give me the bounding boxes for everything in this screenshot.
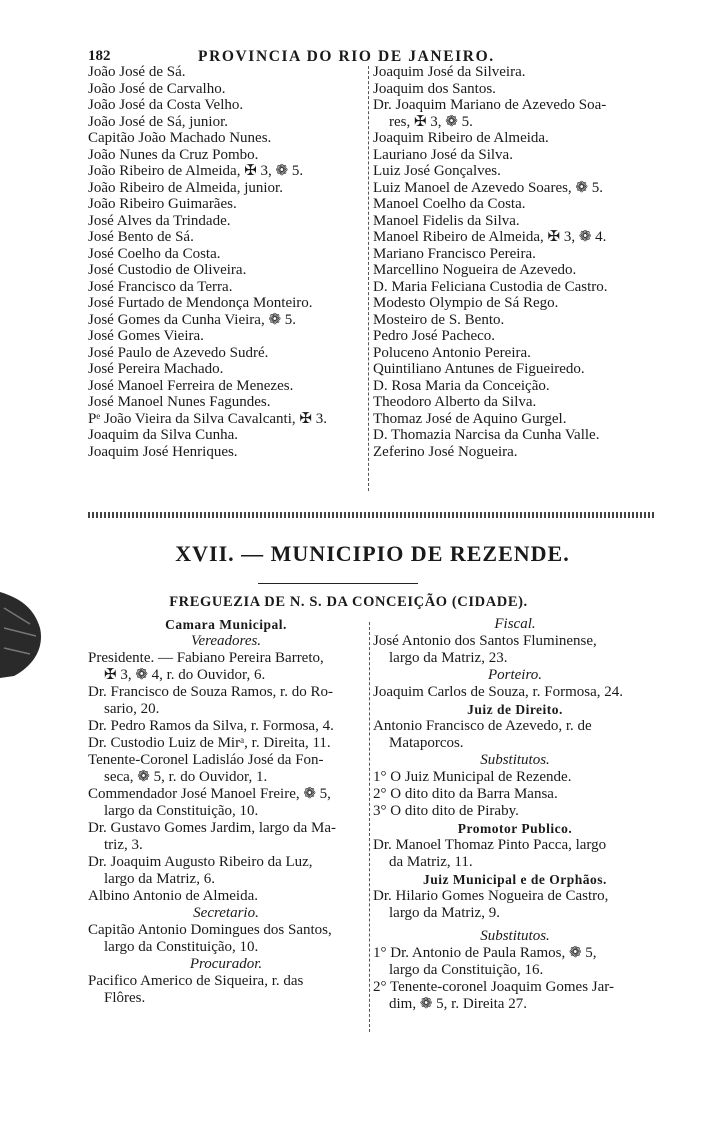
entry-text: Dr. Custodio Luiz de Mirᵃ, r. Direita, 11. <box>88 735 331 751</box>
list-item <box>88 888 364 905</box>
entry-text: Fiscal. <box>494 616 536 632</box>
list-item <box>373 769 657 786</box>
entry-text: João Nunes da Cruz Pombo. <box>88 146 259 163</box>
entry-text: José Gomes Vieira. <box>88 328 204 344</box>
entry-text: Pedro José Pacheco. <box>373 328 496 344</box>
entry-text: Juiz de Direito. <box>467 702 563 717</box>
entry-text: João José da Costa Velho. <box>88 97 244 113</box>
entry-text: D. Rosa Maria da Conceição. <box>373 377 550 394</box>
entry-text: Lauriano José da Silva. <box>373 146 513 163</box>
list-item <box>88 411 364 428</box>
list-item <box>373 411 657 428</box>
entry-text: Procurador. <box>189 956 263 972</box>
entry-text: Albino Antonio de Almeida. <box>88 888 258 904</box>
list-item <box>88 378 364 395</box>
entry-text: Manoel Coelho da Costa. <box>373 196 526 212</box>
entry-text: José Pereira Machado. <box>88 361 224 377</box>
list-item <box>373 64 657 81</box>
entry-continuation: Flôres. <box>104 990 146 1006</box>
list-item <box>88 650 364 684</box>
entry-text: Marcellino Nogueira de Azevedo. <box>373 262 577 278</box>
entry-text: João José de Sá, junior. <box>88 113 228 130</box>
list-item <box>373 633 657 667</box>
list-item <box>88 246 364 263</box>
entry-text: Camara Municipal. <box>165 617 287 632</box>
entry-text: Manoel Ribeiro de Almeida, ✠ 3, ❁ 4. <box>373 229 607 245</box>
list-item <box>88 752 364 786</box>
running-title: PROVINCIA DO RIO DE JANEIRO. <box>198 48 495 65</box>
list-item <box>373 262 657 279</box>
entry-text: Poluceno Antonio Pereira. <box>373 344 531 361</box>
entry-text: João José de Carvalho. <box>88 80 226 97</box>
list-item <box>88 180 364 197</box>
top-right-column <box>373 64 657 460</box>
list-item <box>88 786 364 820</box>
ornamental-divider <box>88 512 656 518</box>
list-item <box>88 735 364 752</box>
list-item <box>88 718 364 735</box>
entry-text: Juiz Municipal e de Orphãos. <box>423 872 607 887</box>
entry-text: Porteiro. <box>487 667 543 683</box>
list-item <box>373 279 657 296</box>
page-number: 182 <box>88 48 111 64</box>
entry-text: Commendador José Manoel Freire, ❁ 5, <box>88 786 331 802</box>
entry-text: 1° O Juiz Municipal de Rezende. <box>373 769 572 785</box>
list-item <box>88 114 364 131</box>
list-item <box>373 147 657 164</box>
entry-text: Promotor Publico. <box>457 821 573 836</box>
entry-text: Dr. Francisco de Souza Ramos, r. do Ro- <box>88 684 333 700</box>
list-item <box>88 922 364 956</box>
list-item <box>88 427 364 444</box>
section-heading <box>88 616 364 633</box>
entry-text: Luiz Manoel de Azevedo Soares, ❁ 5. <box>373 179 604 196</box>
entry-text: José Antonio dos Santos Fluminense, <box>373 633 597 649</box>
entry-text: 2° Tenente-coronel Joaquim Gomes Jar- <box>373 979 614 995</box>
list-item <box>373 180 657 197</box>
entry-continuation: dim, ❁ 5, r. Direita 27. <box>389 996 527 1012</box>
column-divider <box>368 66 369 491</box>
entry-text: José Furtado de Mendonça Monteiro. <box>88 295 313 311</box>
entry-text: D. Maria Feliciana Custodia de Castro. <box>373 278 608 295</box>
entry-continuation: largo da Matriz, 23. <box>389 650 508 666</box>
entry-continuation: largo da Constituição, 16. <box>389 962 544 978</box>
entry-text: José Paulo de Azevedo Sudré. <box>88 344 269 361</box>
list-item <box>373 444 657 461</box>
entry-continuation: da Matriz, 11. <box>389 854 473 870</box>
entry-text: Dr. Joaquim Mariano de Azevedo Soa- <box>373 97 607 113</box>
entry-text: Joaquim José Henriques. <box>88 443 238 460</box>
list-item <box>88 328 364 345</box>
list-item <box>88 97 364 114</box>
role-heading <box>88 956 364 973</box>
list-item <box>88 312 364 329</box>
list-item <box>373 684 657 701</box>
section-heading <box>373 701 657 718</box>
entry-text: Capitão Antonio Domingues dos Santos, <box>88 922 332 938</box>
list-item <box>373 837 657 871</box>
parish-subtitle: FREGUEZIA DE N. S. DA CONCEIÇÃO (CIDADE). <box>169 594 528 610</box>
role-heading <box>373 928 657 945</box>
entry-continuation: Mataporcos. <box>389 735 464 751</box>
entry-text: Vereadores. <box>190 633 262 649</box>
list-item <box>88 295 364 312</box>
entry-text: Pacifico Americo de Siqueira, r. das <box>88 973 304 989</box>
top-left-column <box>88 64 364 460</box>
entry-text: Dr. Pedro Ramos da Silva, r. Formosa, 4. <box>88 718 334 734</box>
entry-text: José Gomes da Cunha Vieira, ❁ 5. <box>88 311 297 328</box>
list-item <box>88 684 364 718</box>
entry-continuation: triz, 3. <box>104 837 143 853</box>
list-item <box>373 229 657 246</box>
list-item <box>88 196 364 213</box>
entry-text: José Bento de Sá. <box>88 229 194 245</box>
list-item <box>373 328 657 345</box>
list-item <box>88 130 364 147</box>
section-heading <box>373 871 657 888</box>
entry-text: 1° Dr. Antonio de Paula Ramos, ❁ 5, <box>373 945 597 961</box>
list-item <box>373 786 657 803</box>
role-heading <box>88 905 364 922</box>
entry-text: José Manoel Ferreira de Menezes. <box>88 377 294 394</box>
entry-text: José Custodio de Oliveira. <box>88 262 247 278</box>
entry-text: Luiz José Gonçalves. <box>373 163 501 179</box>
list-item <box>88 229 364 246</box>
list-item <box>88 361 364 378</box>
entry-continuation: sario, 20. <box>104 701 160 717</box>
entry-text: João Ribeiro de Almeida, junior. <box>88 179 283 196</box>
entry-text: José Francisco da Terra. <box>88 278 233 295</box>
entry-text: Presidente. — Fabiano Pereira Barreto, <box>88 650 324 666</box>
role-heading <box>373 752 657 769</box>
entry-text: Dr. Gustavo Gomes Jardim, largo da Ma- <box>88 820 337 836</box>
section-title: XVII. — MUNICIPIO DE REZENDE. <box>175 541 570 566</box>
list-item <box>88 64 364 81</box>
list-item <box>88 345 364 362</box>
list-item <box>373 345 657 362</box>
entry-continuation: largo da Matriz, 6. <box>104 871 215 887</box>
entry-text: Thomaz José de Aquino Gurgel. <box>373 410 567 427</box>
entry-text: 2° O dito dito da Barra Mansa. <box>373 786 558 802</box>
entry-text: Mariano Francisco Pereira. <box>373 245 536 262</box>
entry-text: 3° O dito dito de Piraby. <box>373 803 519 819</box>
list-item <box>373 361 657 378</box>
entry-continuation: largo da Matriz, 9. <box>389 905 500 921</box>
list-item <box>373 888 657 922</box>
list-item <box>88 973 364 1007</box>
list-item <box>88 394 364 411</box>
list-item <box>373 427 657 444</box>
list-item <box>88 279 364 296</box>
role-heading <box>373 616 657 633</box>
list-item <box>373 718 657 752</box>
list-item <box>88 163 364 180</box>
entry-text: Theodoro Alberto da Silva. <box>373 394 537 410</box>
entry-text: José Coelho da Costa. <box>88 245 221 262</box>
entry-continuation: largo da Constituição, 10. <box>104 803 259 819</box>
entry-text: Pᵉ João Vieira da Silva Cavalcanti, ✠ 3. <box>88 410 327 427</box>
entry-text: Modesto Olympio de Sá Rego. <box>373 295 559 311</box>
entry-text: Dr. Hilario Gomes Nogueira de Castro, <box>373 888 609 904</box>
list-item <box>373 97 657 130</box>
role-heading <box>88 633 364 650</box>
list-item <box>373 378 657 395</box>
list-item <box>373 81 657 98</box>
entry-continuation: ✠ 3, ❁ 4, r. do Ouvidor, 6. <box>104 667 266 683</box>
role-heading <box>373 667 657 684</box>
list-item <box>373 213 657 230</box>
bottom-right-column <box>373 616 657 1013</box>
list-item <box>373 803 657 820</box>
entry-text: D. Thomazia Narcisa da Cunha Valle. <box>373 427 600 443</box>
list-item <box>88 820 364 854</box>
entry-continuation: seca, ❁ 5, r. do Ouvidor, 1. <box>104 769 268 785</box>
entry-text: João Ribeiro Guimarães. <box>88 196 237 212</box>
list-item <box>88 444 364 461</box>
entry-text: Joaquim da Silva Cunha. <box>88 427 238 443</box>
list-item <box>88 854 364 888</box>
title-rule <box>258 583 418 584</box>
list-item <box>373 945 657 979</box>
entry-text: Antonio Francisco de Azevedo, r. de <box>373 718 592 734</box>
list-item <box>373 394 657 411</box>
list-item <box>88 81 364 98</box>
entry-text: Manoel Fidelis da Silva. <box>373 212 520 229</box>
list-item <box>88 147 364 164</box>
list-item <box>373 163 657 180</box>
binding-edge-scan-artifact <box>0 588 46 680</box>
entry-text: Secretario. <box>193 905 259 921</box>
entry-text: Dr. Joaquim Augusto Ribeiro da Luz, <box>88 854 313 870</box>
entry-text: Joaquim Ribeiro de Almeida. <box>373 130 549 146</box>
entry-text: Joaquim Carlos de Souza, r. Formosa, 24. <box>373 684 623 700</box>
list-item <box>373 196 657 213</box>
entry-text: Quintiliano Antunes de Figueiredo. <box>373 361 585 377</box>
entry-text: Substitutos. <box>480 928 550 944</box>
entry-continuation: res, ✠ 3, ❁ 5. <box>389 113 473 130</box>
list-item <box>373 312 657 329</box>
entry-text: Tenente-Coronel Ladisláo José da Fon- <box>88 752 324 768</box>
list-item <box>373 246 657 263</box>
entry-text: João José de Sá. <box>88 64 186 80</box>
entry-text: Joaquim dos Santos. <box>373 80 496 97</box>
list-item <box>373 130 657 147</box>
entry-text: Capitão João Machado Nunes. <box>88 130 272 146</box>
bottom-left-column <box>88 616 364 1007</box>
entry-text: João Ribeiro de Almeida, ✠ 3, ❁ 5. <box>88 163 304 179</box>
list-item <box>373 295 657 312</box>
entry-text: Mosteiro de S. Bento. <box>373 311 505 328</box>
list-item <box>88 213 364 230</box>
entry-continuation: largo da Constituição, 10. <box>104 939 259 955</box>
entry-text: Dr. Manoel Thomaz Pinto Pacca, largo <box>373 837 607 853</box>
entry-text: Substitutos. <box>480 752 550 768</box>
entry-text: José Manoel Nunes Fagundes. <box>88 394 271 410</box>
entry-text: Joaquim José da Silveira. <box>373 64 526 80</box>
entry-text: José Alves da Trindade. <box>88 212 231 229</box>
entry-text: Zeferino José Nogueira. <box>373 443 518 460</box>
list-item <box>373 979 657 1013</box>
list-item <box>88 262 364 279</box>
section-heading <box>373 820 657 837</box>
column-divider <box>369 622 370 1032</box>
